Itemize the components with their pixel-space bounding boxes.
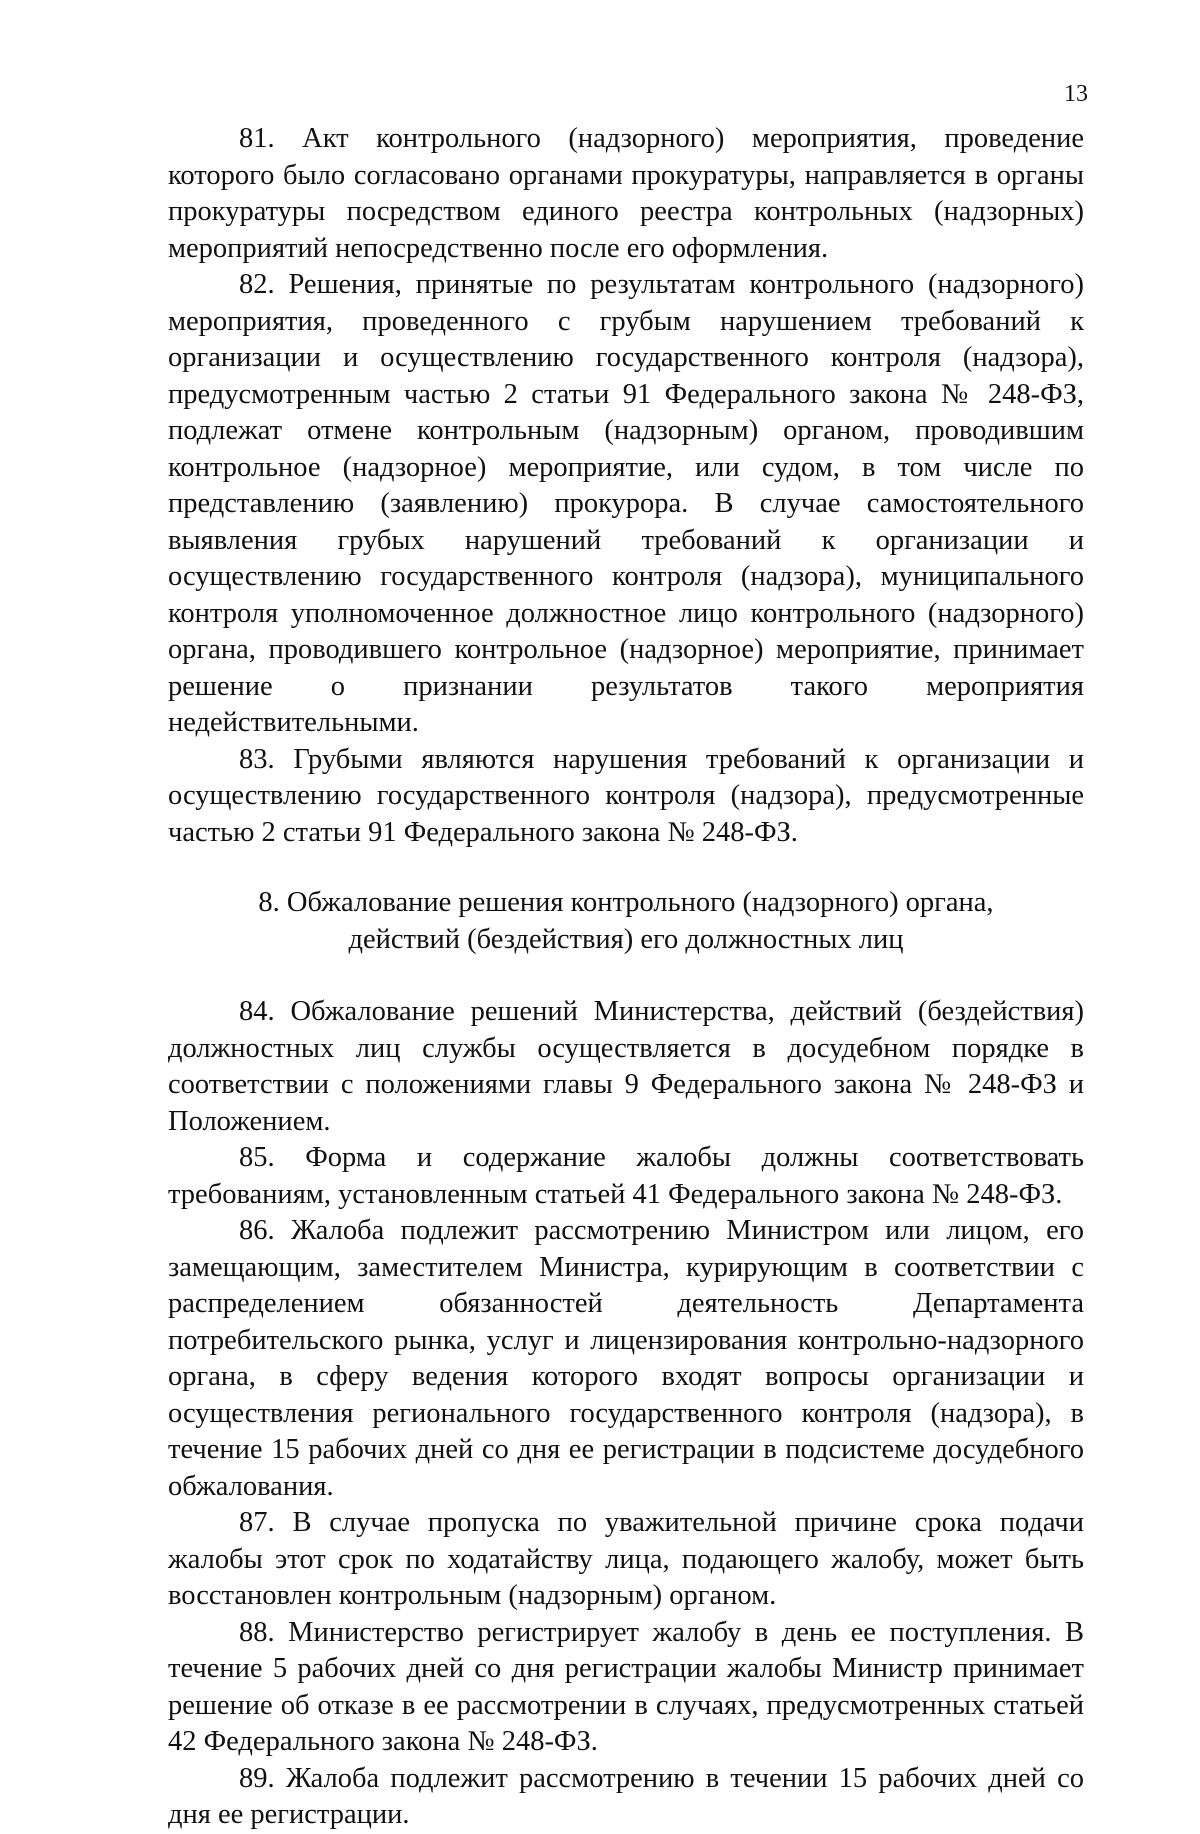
paragraph-81 [168, 121, 1084, 267]
paragraph-87 [168, 1505, 1084, 1615]
section-heading-line: действий (бездействия) его должностных лиц [348, 923, 904, 955]
paragraph-number: 85. [239, 1142, 275, 1173]
paragraph-text: Жалоба подлежит рассмотрению Министром или лицом, его замещающим, заместителем Министра, курирующим в соответствии с распределением обязанностей деятельность Департамента потребительского рынка, услуг и лицензирования контрольно-надзорного органа, в сферу ведения которого входят вопросы организации и осуществления регионального государственного контроля (надзора), в течение 15 рабочих дней со дня ее регистрации в подсистеме досудебного обжалования. [168, 1215, 1085, 1502]
paragraph-89 [168, 1761, 1084, 1834]
paragraph-text: Акт контрольного (надзорного) мероприятия, проведение которого было согласовано органами прокуратуры, направляется в органы прокуратуры посредством единого реестра контрольных (надзорных) мероприятий непосредственно после его оформления. [168, 123, 1084, 264]
section-heading-line: 8. Обжалование решения контрольного (надзорного) органа, [258, 887, 994, 918]
paragraph-number: 84. [239, 996, 275, 1027]
paragraph-number: 87. [239, 1507, 275, 1538]
document-body [168, 121, 1084, 1834]
paragraph-text: Грубыми являются нарушения требований к организации и осуществлению государственного контроля (надзора), предусмотренные частью 2 статьи 91 Федерального закона № 248-ФЗ. [168, 743, 1084, 848]
section-heading [168, 885, 1084, 958]
page-number: 13 [1064, 81, 1088, 107]
paragraph-text: Решения, принятые по результатам контрольного (надзорного) мероприятия, проведенного с грубым нарушением требований к организации и осуществлению государственного контроля (надзора), предусмотренным частью 2 статьи 91 Федерального закона № 248-ФЗ, подлежат отмене контрольным (надзорным) органом, проводившим контрольное (надзорное) мероприятие, или судом, в том числе по представлению (заявлению) прокурора. В случае самостоятельного выявления грубых нарушений требований к организации и осуществлению государственного контроля (надзора), муниципального контроля уполномоченное должностное лицо контрольного (надзорного) органа, проводившего контрольное (надзорное) мероприятие, принимает решение о признании результатов такого мероприятия недействительными. [168, 269, 1084, 738]
paragraph-84 [168, 994, 1084, 1140]
paragraph-text: Министерство регистрирует жалобу в день ее поступления. В течение 5 рабочих дней со дня регистрации жалобы Министр принимает решение об отказе в ее рассмотрении в случаях, предусмотренных статьей 42 Федерального закона № 248-ФЗ. [168, 1616, 1085, 1757]
paragraph-86 [168, 1213, 1084, 1505]
paragraph-number: 83. [239, 743, 275, 775]
paragraph-number: 89. [239, 1762, 275, 1794]
paragraph-text: В случае пропуска по уважительной причине срока подачи жалобы этот срок по ходатайству лица, подающего жалобу, может быть восстановлен контрольным (надзорным) органом. [168, 1507, 1085, 1611]
paragraph-85 [168, 1140, 1084, 1213]
paragraph-text: Обжалование решений Министерства, действий (бездействия) должностных лиц службы осуществляется в досудебном порядке в соответствии с положениями главы 9 Федерального закона № 248-ФЗ и Положением. [168, 996, 1084, 1137]
paragraph-text: Жалоба подлежит рассмотрению в течении 15 рабочих дней со дня ее регистрации. [168, 1762, 1084, 1830]
paragraph-number: 82. [239, 269, 275, 300]
paragraph-text: Форма и содержание жалобы должны соответствовать требованиям, установленным статьей 41 Федерального закона № 248-ФЗ. [168, 1142, 1085, 1210]
paragraph-number: 88. [239, 1616, 275, 1648]
paragraph-82 [168, 267, 1084, 742]
paragraph-83 [168, 742, 1084, 852]
paragraph-88 [168, 1615, 1084, 1761]
paragraph-number: 86. [239, 1215, 275, 1246]
paragraph-number: 81. [239, 123, 275, 154]
